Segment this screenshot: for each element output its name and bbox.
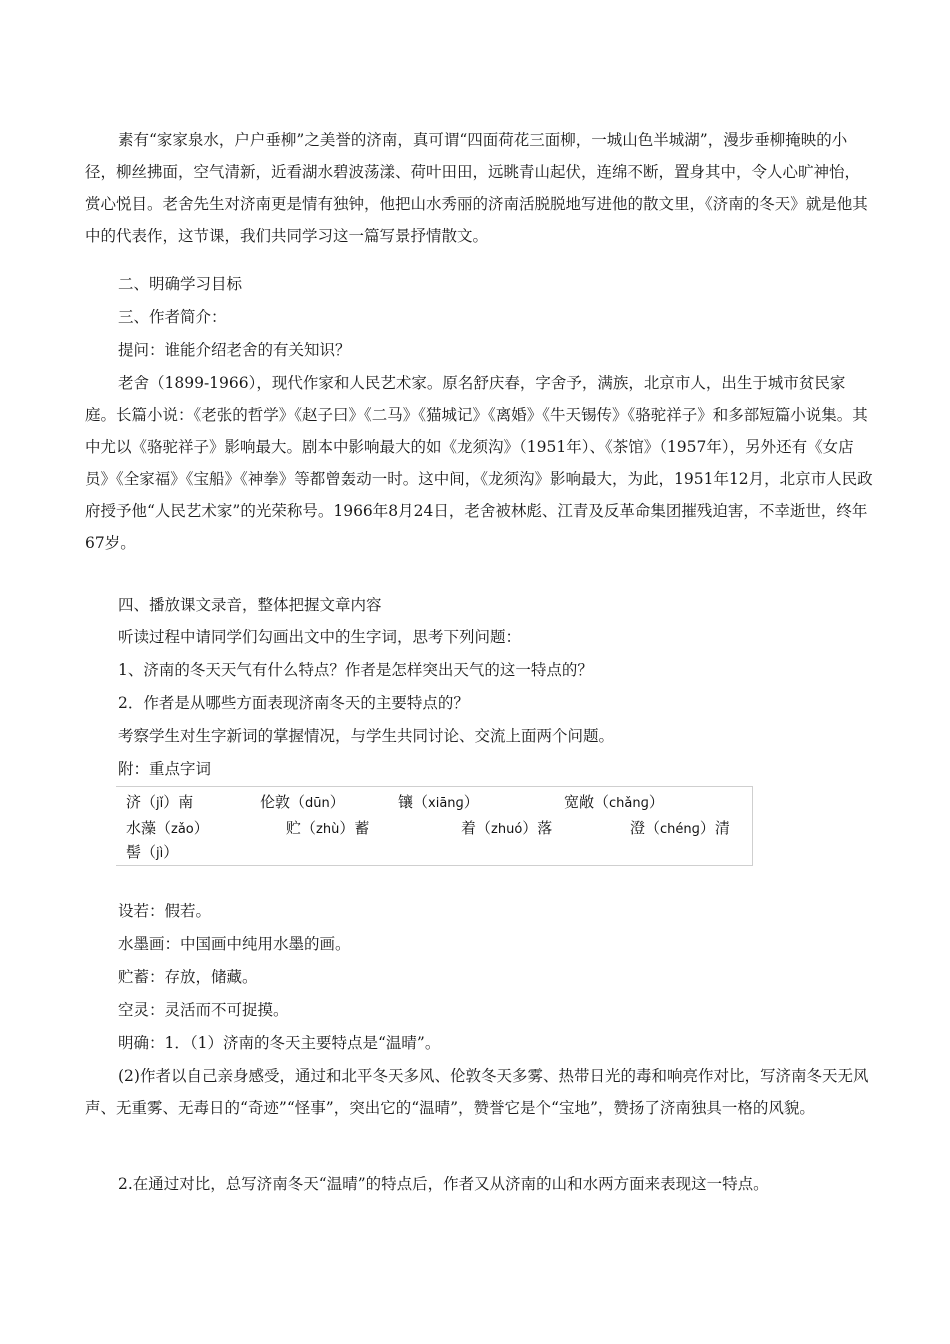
section-heading-listen: 四、播放课文录音，整体把握文章内容 xyxy=(118,596,382,614)
section-heading-author: 三、作者简介： xyxy=(118,308,227,326)
vocab-item: 水藻（zǎo） xyxy=(126,819,209,837)
vocab-item: 贮（zhù）蓄 xyxy=(286,819,370,837)
vocab-item: 镶（xiānɡ） xyxy=(398,793,479,811)
question-author: 提问：谁能介绍老舍的有关知识？ xyxy=(118,341,351,359)
vocab-item: 宽敞（chǎnɡ） xyxy=(564,793,664,811)
appendix-label: 附：重点字词 xyxy=(118,760,212,778)
intro-paragraph: 素有“家家泉水，户户垂柳”之美誉的济南，真可谓“四面荷花三面柳，一城山色半城湖”，漫步垂柳掩映的小径，柳丝拂面，空气清新，近看湖水碧波荡漾、荷叶田田，远眺青山起伏，连绵不断，置身其中，令人心旷神怡，赏心悦目。老舍先生对济南更是情有独钟，他把山水秀丽的济南活脱脱地写进他的散文里，《济南的冬天》就是他其中的代表作，这节课，我们共同学习这一篇写景抒情散文。 xyxy=(85,131,868,245)
vocab-item: 髻（jì） xyxy=(126,843,179,861)
definition-shuimohua: 水墨画：中国画中纯用水墨的画。 xyxy=(118,935,351,953)
question-2: 2．作者是从哪些方面表现济南冬天的主要特点的？ xyxy=(118,694,469,712)
vocabulary-box xyxy=(116,786,753,866)
section-heading-goals: 二、明确学习目标 xyxy=(118,275,243,293)
vocab-item: 澄（chénɡ）清 xyxy=(630,819,730,837)
question-1: 1、济南的冬天天气有什么特点？作者是怎样突出天气的这一特点的？ xyxy=(118,661,593,679)
clarify-3-paragraph: 2.在通过对比，总写济南冬天“温晴”的特点后，作者又从济南的山和水两方面来表现这一特点。 xyxy=(118,1175,769,1193)
definition-sheruo: 设若：假若。 xyxy=(118,902,212,920)
definition-zhuxu: 贮蓄：存放，储藏。 xyxy=(118,968,258,986)
vocab-item: 济（jǐ）南 xyxy=(126,793,194,811)
check-note: 考察学生对生字新词的掌握情况，与学生共同讨论、交流上面两个问题。 xyxy=(118,727,615,745)
author-bio-paragraph: 老舍（1899-1966），现代作家和人民艺术家。原名舒庆春，字舍予，满族，北京市人，出生于城市贫民家庭。长篇小说：《老张的哲学》《赵子曰》《二马》《猫城记》《离婚》《牛天锡传》《骆驼祥子》和多部短篇小说集。其中尤以《骆驼祥子》影响最大。剧本中影响最大的如《龙须沟》（1951年）、《茶馆》（1957年），另外还有《女店员》《全家福》《宝船》《神拳》等都曾轰动一时。这中间，《龙须沟》影响最大，为此，1951年12月，北京市人民政府授予他“人民艺术家”的光荣称号。1966年8月24日，老舍被林彪、江青及反革命集团摧残迫害，不幸逝世，终年67岁。 xyxy=(85,374,873,552)
vocab-item: 伦敦（dūn） xyxy=(260,793,345,811)
definition-kongling: 空灵：灵活而不可捉摸。 xyxy=(118,1001,289,1019)
vocab-item: 着（zhuó）落 xyxy=(461,819,553,837)
listen-instruction: 听读过程中请同学们勾画出文中的生字词，思考下列问题： xyxy=(118,628,522,646)
clarify-1: 明确：1．（1）济南的冬天主要特点是“温晴”。 xyxy=(118,1034,441,1052)
clarify-2-paragraph: (2)作者以自己亲身感受，通过和北平冬天多风、伦敦冬天多雾、热带日光的毒和响亮作对比，写济南冬天无风声、无重雾、无毒日的“奇迹”“怪事”，突出它的“温晴”，赞誉它是个“宝地”，赞扬了济南独具一格的风貌。 xyxy=(85,1067,869,1117)
